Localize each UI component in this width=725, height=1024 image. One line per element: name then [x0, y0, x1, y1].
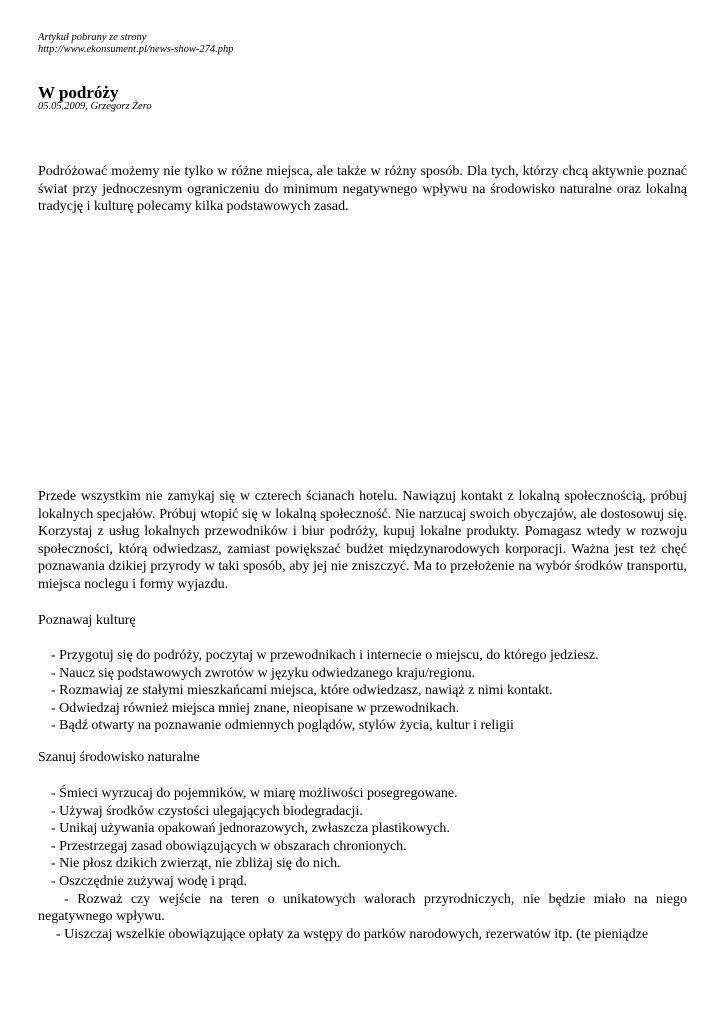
source-label: Artykuł pobrany ze strony: [38, 32, 147, 43]
list-item: - Odwiedzaj również miejsca mniej znane, nieopisane w przewodnikach.: [51, 700, 460, 716]
list-item: - Uiszczaj wszelkie obowiązujące opłaty za wstępy do parków narodowych, rezerwatów itp. (te pieniądze: [56, 926, 649, 942]
source-info: [38, 32, 234, 56]
list-item: - Używaj środków czystości ulegających biodegradacji.: [51, 803, 363, 819]
source-url: http://www.ekonsument.pl/news-show-274.php: [38, 44, 234, 55]
list-item: - Bądź otwarty na poznawanie odmiennych poglądów, stylów życia, kultur i religii: [51, 718, 514, 734]
article-title: W podróży: [38, 83, 119, 102]
article-meta: 05.05.2009, Grzegorz Żero: [38, 101, 152, 112]
list-item: - Oszczędnie zużywaj wodę i prąd.: [51, 873, 247, 889]
body-paragraph: Przede wszystkim nie zamykaj się w czterech ścianach hotelu. Nawiązuj kontakt z lokalną społecznością, próbuj lokalnych specjałów. Próbuj wtopić się w lokalną społeczność. Nie narzucaj swoich obyczajów, ale dostosowuj się. Korzystaj z usług lokalnych przewodników i biur podróży, kupuj lokalne produkty. Pomagasz wtedy w rozwoju społeczności, którą odwiedzasz, zamiast powiększać budżet międzynarodowych korporacji. Ważna jest też chęć poznawania dzikiej przyrody w taki sposób, aby jej nie zniszczyć. Ma to przełożenie na wybór środków transportu, miejsca noclegu i formy wyjazdu.: [38, 489, 687, 592]
list-item: - Rozmawiaj ze stałymi mieszkańcami miejsca, które odwiedzasz, nawiąż z nimi kontakt.: [51, 683, 553, 699]
section-heading-environment: Szanuj środowisko naturalne: [38, 750, 200, 765]
intro-paragraph: Podróżować możemy nie tylko w różne miejsca, ale także w różny sposób. Dla tych, którzy chcą aktywnie poznać świat przy jednoczesnym ograniczeniu do minimum negatywnego wpływu na środowisko naturalne oraz lokalną tradycję i kulturę polecamy kilka podstawowych zasad.: [38, 164, 687, 215]
list-item: - Śmieci wyrzucaj do pojemników, w miarę możliwości posegregowane.: [51, 786, 458, 801]
list-item: - Przygotuj się do podróży, poczytaj w przewodnikach i internecie o miejscu, do którego jedziesz.: [51, 648, 599, 663]
list-item: - Nie płosz dzikich zwierząt, nie zbliżaj się do nich.: [51, 856, 341, 872]
culture-list: [38, 647, 687, 735]
list-item: - Naucz się podstawowych zwrotów w języku odwiedzanego kraju/regionu.: [51, 665, 476, 681]
list-item: - Rozważ czy wejście na teren o unikatowych walorach przyrodniczych, nie będzie miało na niego negatywnego wpływu.: [38, 891, 687, 925]
list-item: - Unikaj używania opakowań jednorazowych, zwłaszcza plastikowych.: [51, 821, 450, 837]
section-heading-culture: Poznawaj kulturę: [38, 613, 136, 628]
environment-list: [38, 785, 687, 943]
list-item: - Przestrzegaj zasad obowiązujących w obszarach chronionych.: [51, 838, 407, 854]
